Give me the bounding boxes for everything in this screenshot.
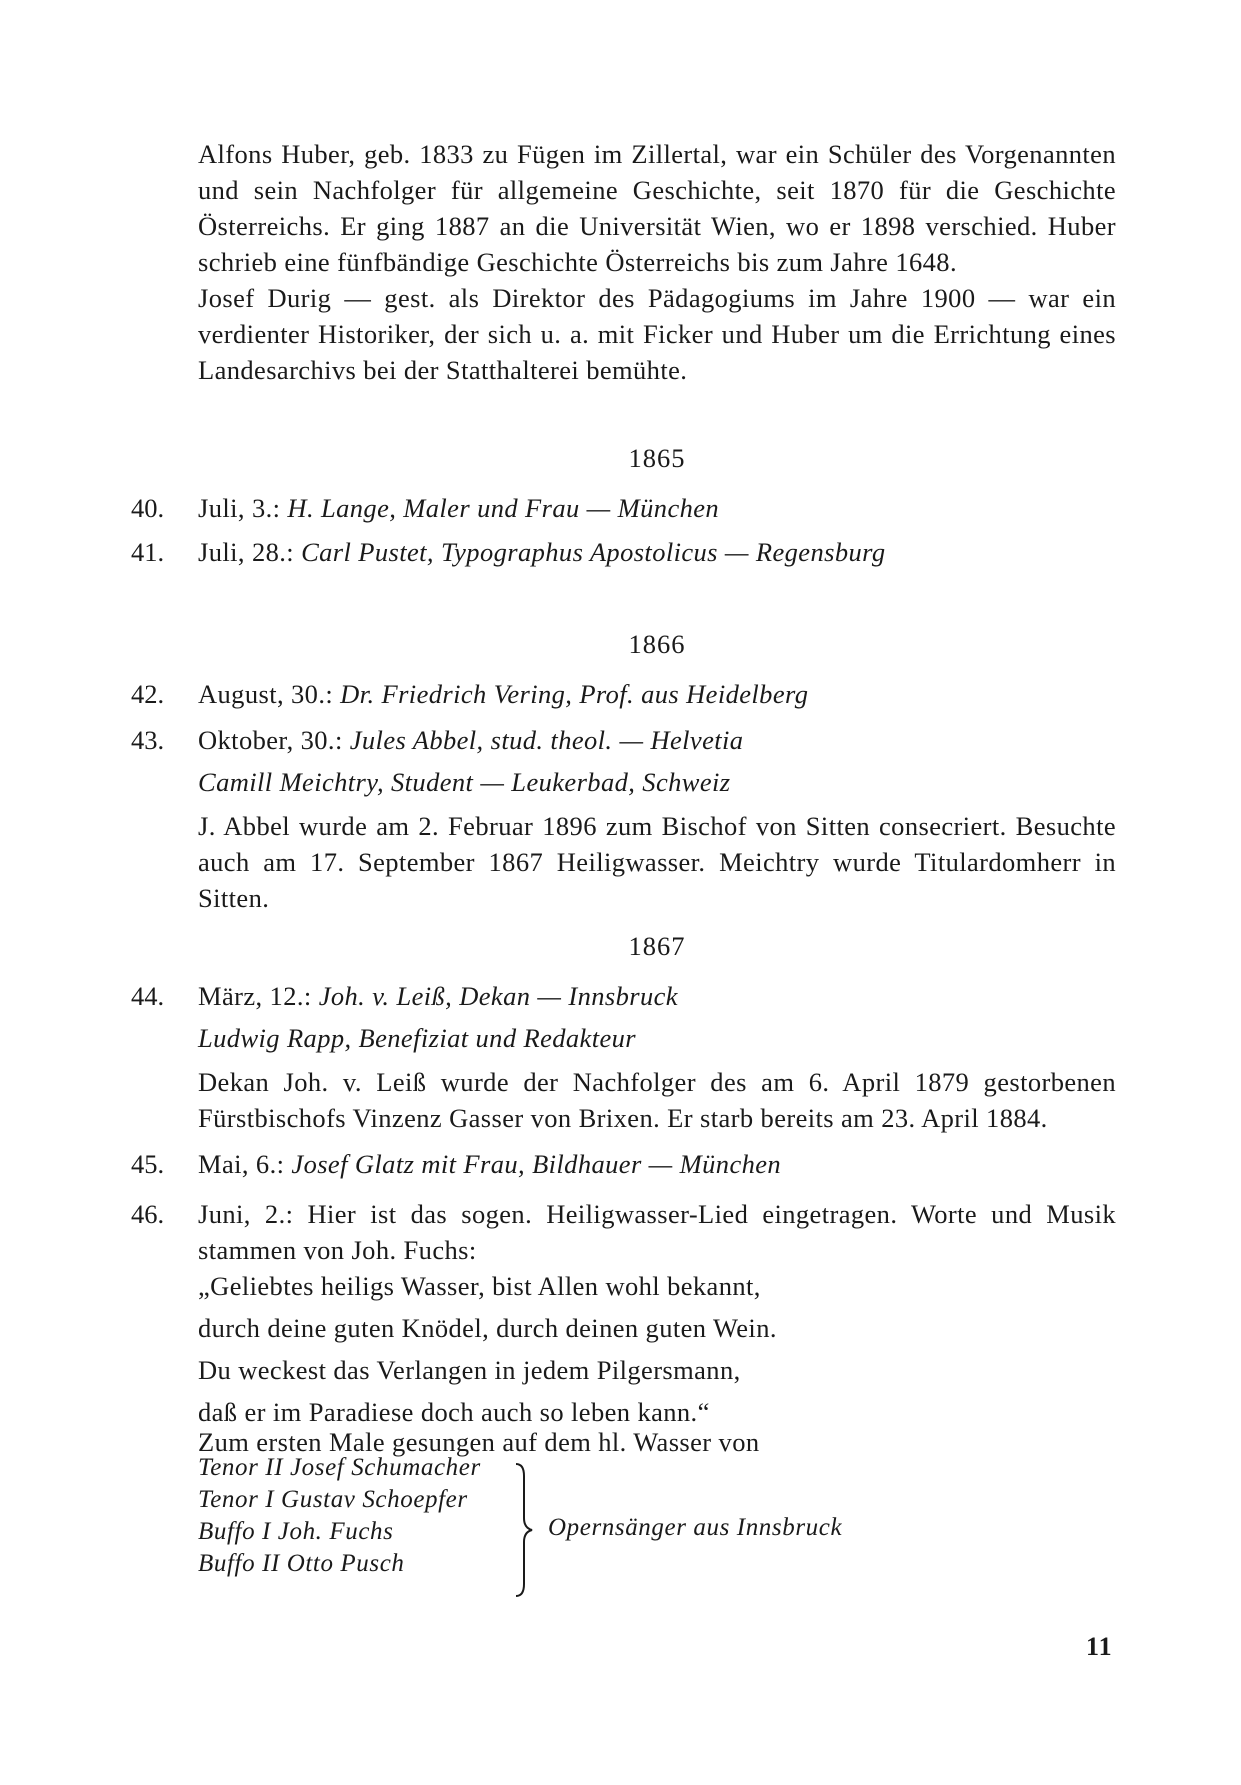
curly-brace-icon	[512, 1462, 534, 1598]
entry-number-42: 42.	[131, 679, 165, 709]
entry-45	[198, 1146, 781, 1182]
entry-number-43: 43.	[131, 725, 165, 755]
singers-group-label: Opernsänger aus Innsbruck	[548, 1514, 843, 1541]
entry-number-44: 44.	[131, 981, 165, 1011]
entry-41	[198, 534, 886, 570]
singer-2: Tenor I Gustav Schoepfer	[198, 1486, 468, 1513]
year-heading-1865: 1865	[628, 443, 686, 473]
year-heading-1867: 1867	[628, 931, 686, 961]
entry-41-text: Carl Pustet, Typographus Apostolicus — Regensburg	[301, 537, 886, 567]
singers-list	[198, 1452, 481, 1580]
singer-3: Buffo I Joh. Fuchs	[198, 1518, 394, 1545]
entry-43-date: Oktober, 30.:	[198, 725, 350, 755]
intro-paragraph-huber: Alfons Huber, geb. 1833 zu Fügen im Zillertal, war ein Schüler des Vorgenannten und sein Nachfolger für allgemeine Geschichte, seit 1870 für die Geschichte Österreichs. Er ging 1887 an die Universität Wien, wo er 1898 verschied. Huber schrieb eine fünfbändige Geschichte Österreichs bis zum Jahre 1648.	[198, 139, 1116, 277]
entry-44-text: Joh. v. Leiß, Dekan — Innsbruck	[318, 981, 678, 1011]
entry-40	[198, 490, 719, 526]
entry-number-41: 41.	[131, 537, 165, 567]
intro-paragraph-durig: Josef Durig — gest. als Direktor des Pädagogiums im Jahre 1900 — war ein verdienter Historiker, der sich u. a. mit Ficker und Huber um die Errichtung eines Landesarchivs bei der Statthalterei bemühte.	[198, 283, 1116, 385]
entry-40-date: Juli, 3.:	[198, 493, 288, 523]
entry-number-46: 46.	[131, 1199, 165, 1229]
entry-46-text: Juni, 2.: Hier ist das sogen. Heiligwasser-Lied eingetragen. Worte und Musik stammen von Joh. Fuchs:	[198, 1199, 1116, 1265]
entry-43-note: J. Abbel wurde am 2. Februar 1896 zum Bischof von Sitten consecriert. Besuchte auch am 17. September 1867 Heiligwasser. Meichtry wurde Titulardomherr in Sitten.	[198, 811, 1116, 913]
entry-44-date: März, 12.:	[198, 981, 319, 1011]
entry-43-line2: Camill Meichtry, Student — Leukerbad, Schweiz	[198, 767, 731, 797]
entry-number-40: 40.	[131, 493, 165, 523]
entry-45-date: Mai, 6.:	[198, 1149, 292, 1179]
entry-42	[198, 676, 808, 712]
year-heading-1866: 1866	[628, 629, 686, 659]
entry-41-date: Juli, 28.:	[198, 537, 302, 567]
entry-42-text: Dr. Friedrich Vering, Prof. aus Heidelberg	[340, 679, 809, 709]
verse-line-4: daß er im Paradiese doch auch so leben kann.“	[198, 1397, 710, 1427]
entry-44	[198, 978, 678, 1014]
entry-45-text: Josef Glatz mit Frau, Bildhauer — München	[291, 1149, 782, 1179]
entry-44-note: Dekan Joh. v. Leiß wurde der Nachfolger des am 6. April 1879 gestorbenen Fürstbischofs Vinzenz Gasser von Brixen. Er starb bereits am 23. April 1884.	[198, 1067, 1116, 1133]
entry-number-45: 45.	[131, 1149, 165, 1179]
verse-line-1: „Geliebtes heiligs Wasser, bist Allen wohl bekannt,	[198, 1271, 761, 1301]
entry-43-text: Jules Abbel, stud. theol. — Helvetia	[349, 725, 744, 755]
entry-40-text: H. Lange, Maler und Frau — München	[287, 493, 720, 523]
page-number: 11	[1086, 1632, 1113, 1661]
entry-42-date: August, 30.:	[198, 679, 341, 709]
sung-by-line: Zum ersten Male gesungen auf dem hl. Wasser von	[198, 1427, 760, 1457]
entry-44-line2: Ludwig Rapp, Benefiziat und Redakteur	[198, 1023, 637, 1053]
verse-line-3: Du weckest das Verlangen in jedem Pilgersmann,	[198, 1355, 741, 1385]
singer-1: Tenor II Josef Schumacher	[198, 1454, 481, 1481]
entry-43	[198, 722, 743, 758]
verse-line-2: durch deine guten Knödel, durch deinen guten Wein.	[198, 1313, 777, 1343]
singer-4: Buffo II Otto Pusch	[198, 1550, 405, 1577]
